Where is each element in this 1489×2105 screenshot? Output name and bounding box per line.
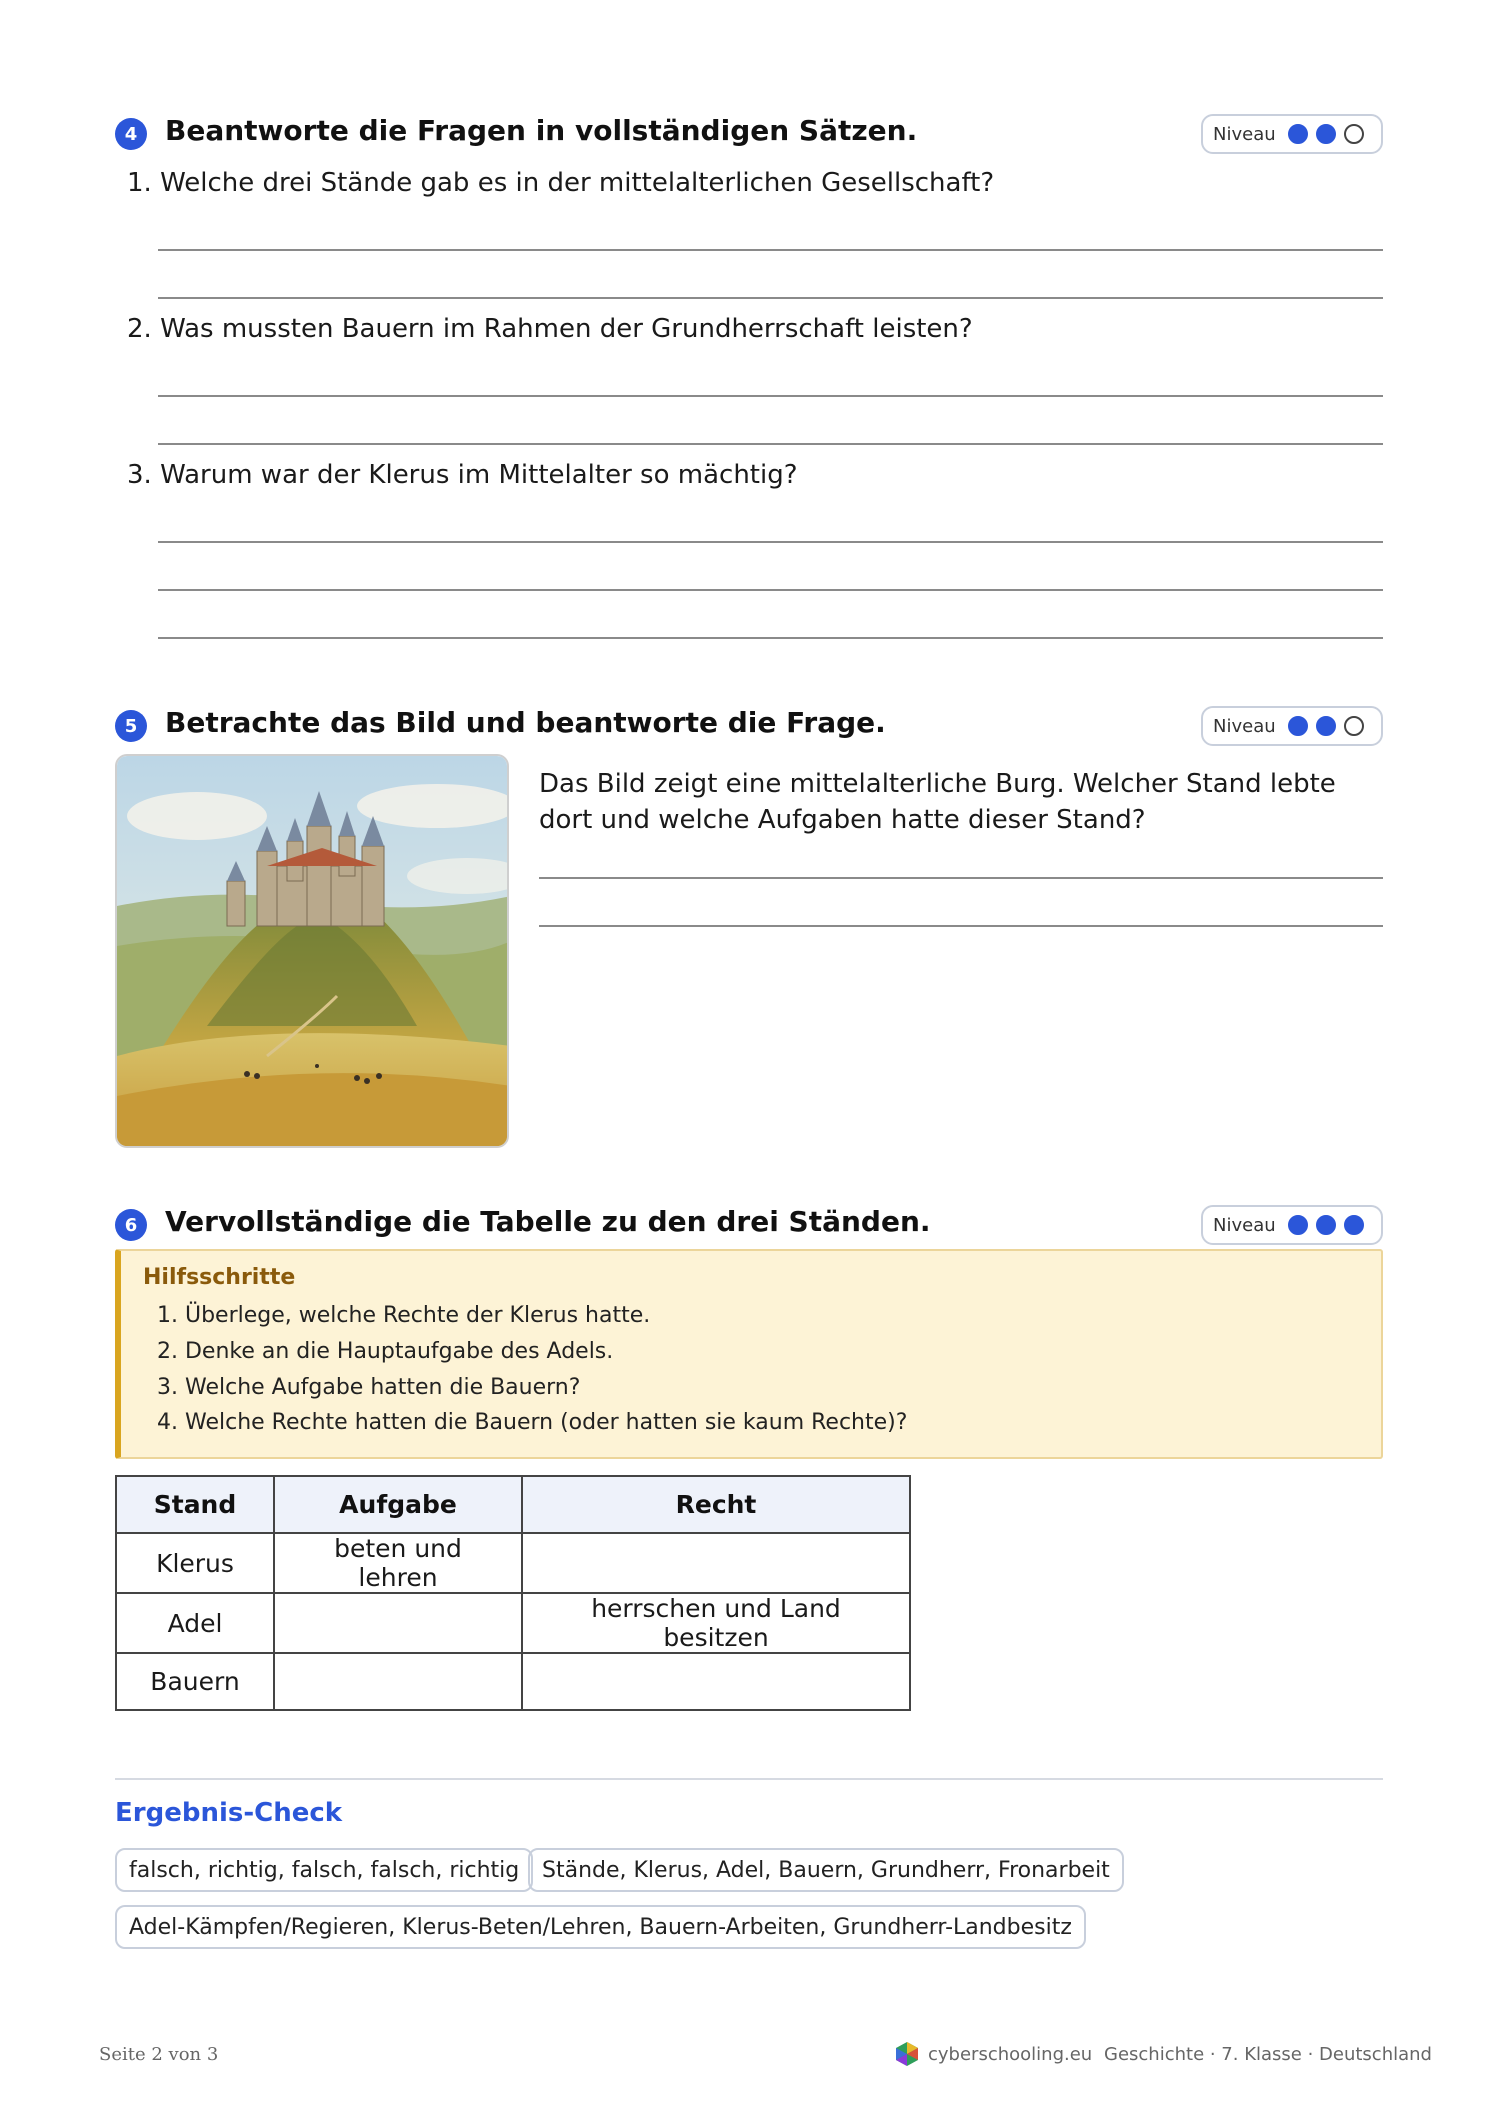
footer-site: cyberschooling.eu <box>928 2044 1093 2065</box>
answer-line[interactable] <box>158 637 1383 639</box>
column-header: Stand <box>116 1476 274 1533</box>
task-number-badge: 5 <box>115 710 147 742</box>
niveau-dot-empty-icon <box>1344 716 1364 736</box>
niveau-dot-filled-icon <box>1344 1215 1364 1235</box>
task-5-question: Das Bild zeigt eine mittelalterliche Burg. Welcher Stand lebte dort und welche Aufgaben hatte dieser Stand? <box>539 769 1336 835</box>
answer-chip: falsch, richtig, falsch, falsch, richtig <box>115 1848 533 1892</box>
task-number-badge: 4 <box>115 118 147 150</box>
task-5 <box>115 704 1383 1154</box>
task-6 <box>115 1203 1383 1723</box>
answer-chip: Stände, Klerus, Adel, Bauern, Grundherr, Fronarbeit <box>528 1848 1124 1892</box>
table-cell: Bauern <box>116 1653 274 1710</box>
niveau-dot-filled-icon <box>1288 716 1308 736</box>
question-2: 2. Was mussten Bauern im Rahmen der Grundherrschaft leisten? <box>127 314 973 344</box>
task-5-header <box>115 704 1383 748</box>
answer-line[interactable] <box>539 877 1383 879</box>
table-row <box>116 1653 910 1710</box>
check-title: Ergebnis-Check <box>115 1798 343 1828</box>
table-cell-input[interactable] <box>522 1533 910 1593</box>
section-divider <box>115 1778 1383 1780</box>
niveau-label: Niveau <box>1213 1214 1276 1236</box>
niveau-indicator <box>1201 706 1383 746</box>
question-3: 3. Warum war der Klerus im Mittelalter so mächtig? <box>127 460 798 490</box>
niveau-indicator <box>1201 1205 1383 1245</box>
task-title: Betrachte das Bild und beantworte die Frage. <box>165 706 886 739</box>
answer-line[interactable] <box>539 925 1383 927</box>
cyberschooling-logo-icon <box>893 2040 921 2068</box>
help-step: 1. Überlege, welche Rechte der Klerus hatte. <box>157 1303 651 1328</box>
table-row <box>116 1533 910 1593</box>
footer-meta: Geschichte · 7. Klasse · Deutschland <box>1104 2044 1432 2065</box>
question-1: 1. Welche drei Stände gab es in der mittelalterlichen Gesellschaft? <box>127 168 995 198</box>
niveau-dot-filled-icon <box>1288 124 1308 144</box>
niveau-label: Niveau <box>1213 715 1276 737</box>
task-4 <box>115 112 1383 652</box>
table-cell: herrschen und Land besitzen <box>522 1593 910 1653</box>
answer-line[interactable] <box>158 541 1383 543</box>
niveau-dot-filled-icon <box>1316 716 1336 736</box>
niveau-dot-filled-icon <box>1288 1215 1308 1235</box>
table-cell: Adel <box>116 1593 274 1653</box>
stande-table <box>115 1475 911 1711</box>
niveau-indicator <box>1201 114 1383 154</box>
answer-line[interactable] <box>158 589 1383 591</box>
task-title: Beantworte die Fragen in vollständigen Sätzen. <box>165 114 918 147</box>
answer-line[interactable] <box>158 443 1383 445</box>
column-header: Recht <box>522 1476 910 1533</box>
table-cell-input[interactable] <box>522 1653 910 1710</box>
answer-line[interactable] <box>158 249 1383 251</box>
help-step: 3. Welche Aufgabe hatten die Bauern? <box>157 1375 581 1400</box>
niveau-dot-filled-icon <box>1316 1215 1336 1235</box>
help-steps-box <box>115 1249 1383 1459</box>
answer-chip: Adel-Kämpfen/Regieren, Klerus-Beten/Lehren, Bauern-Arbeiten, Grundherr-Landbesitz <box>115 1905 1086 1949</box>
castle-image <box>115 754 509 1148</box>
task-4-header <box>115 112 1383 156</box>
niveau-dot-empty-icon <box>1344 124 1364 144</box>
table-cell: beten und lehren <box>274 1533 522 1593</box>
niveau-label: Niveau <box>1213 123 1276 145</box>
table-cell-input[interactable] <box>274 1653 522 1710</box>
table-row <box>116 1593 910 1653</box>
task-title: Vervollständige die Tabelle zu den drei Ständen. <box>165 1205 931 1238</box>
help-step: 4. Welche Rechte hatten die Bauern (oder hatten sie kaum Rechte)? <box>157 1410 908 1435</box>
niveau-dot-filled-icon <box>1316 124 1336 144</box>
column-header: Aufgabe <box>274 1476 522 1533</box>
table-cell-input[interactable] <box>274 1593 522 1653</box>
task-number-badge: 6 <box>115 1209 147 1241</box>
answer-line[interactable] <box>158 297 1383 299</box>
help-step: 2. Denke an die Hauptaufgabe des Adels. <box>157 1339 614 1364</box>
page-number: Seite 2 von 3 <box>99 2044 219 2065</box>
table-cell: Klerus <box>116 1533 274 1593</box>
help-title: Hilfsschritte <box>143 1265 296 1290</box>
answer-line[interactable] <box>158 395 1383 397</box>
task-6-header <box>115 1203 1383 1247</box>
table-header-row <box>116 1476 910 1533</box>
